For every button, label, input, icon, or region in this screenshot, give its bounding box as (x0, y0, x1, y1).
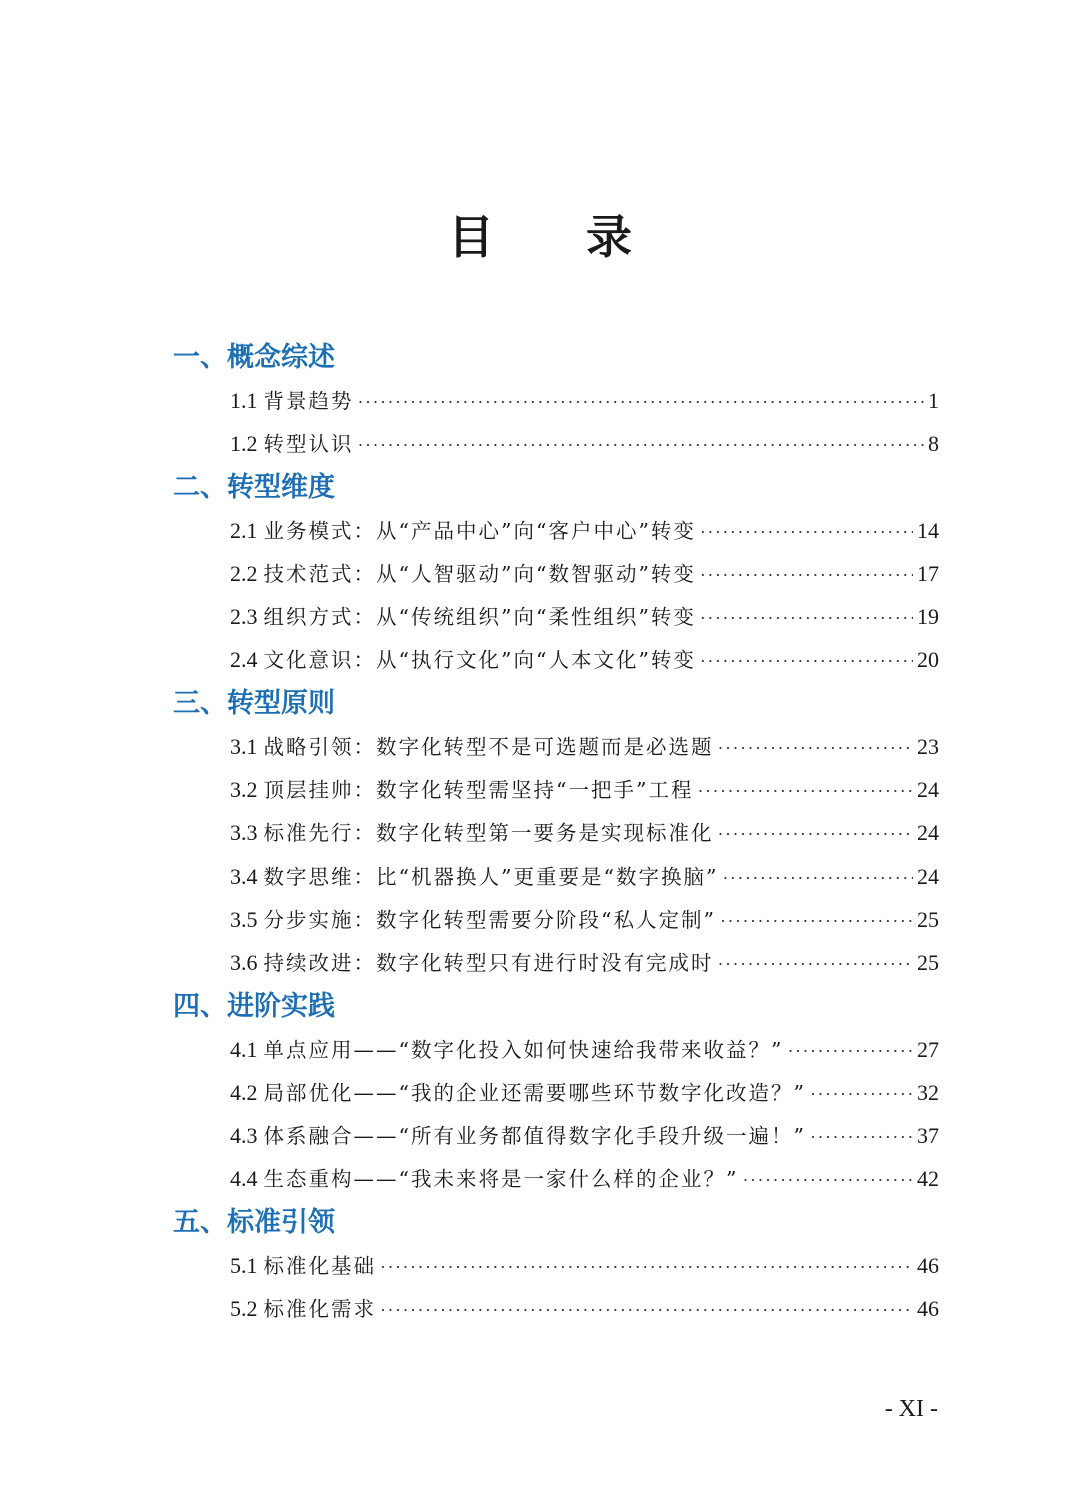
entry-label: 局部优化——“我的企业还需要哪些环节数字化改造？” (263, 1080, 806, 1105)
dot-leader (358, 381, 925, 424)
entry-page-number: 46 (917, 1296, 939, 1322)
toc-entry[interactable] (173, 855, 939, 898)
entry-page-number: 20 (917, 647, 939, 673)
toc-entry[interactable] (173, 725, 939, 768)
toc-entry[interactable] (173, 898, 939, 941)
entry-label: 业务模式：从“产品中心”向“客户中心”转变 (263, 518, 696, 543)
entry-page-number: 1 (928, 388, 939, 413)
dot-leader (720, 900, 913, 943)
entry-number: 4.4 (230, 1166, 258, 1192)
toc-entry[interactable] (173, 1287, 939, 1330)
entry-number: 2.1 (230, 517, 258, 543)
entry-number: 1.1 (230, 388, 258, 413)
entry-number: 4.1 (230, 1036, 258, 1062)
entry-number: 2.2 (230, 560, 258, 586)
entry-label: 转型认识 (263, 432, 354, 457)
entry-page-number: 24 (917, 820, 939, 846)
dot-leader (700, 511, 913, 554)
entry-page-number: 32 (917, 1079, 939, 1105)
page-number: - XI - (884, 1396, 938, 1422)
entry-page-number: 25 (917, 950, 939, 976)
toc-entry[interactable] (173, 595, 939, 638)
dot-leader (358, 424, 925, 467)
dot-leader (718, 727, 914, 770)
entry-number: 2.4 (230, 647, 258, 673)
entry-number: 3.5 (230, 906, 258, 932)
dot-leader (700, 597, 913, 640)
entry-label: 组织方式：从“传统组织”向“柔性组织”转变 (263, 605, 696, 630)
toc-entry[interactable] (173, 1114, 939, 1157)
entry-page-number: 25 (917, 906, 939, 932)
toc-entry[interactable] (173, 811, 939, 854)
entry-number: 3.4 (230, 863, 258, 889)
entry-page-number: 24 (917, 777, 939, 803)
section-heading[interactable]: 三、转型原则 (173, 687, 335, 719)
dot-leader (700, 554, 913, 597)
entry-label: 文化意识：从“执行文化”向“人本文化”转变 (263, 648, 696, 673)
toc-entry[interactable] (173, 1028, 939, 1071)
entry-label: 分步实施：数字化转型需要分阶段“私人定制” (263, 907, 716, 932)
section-heading[interactable]: 二、转型维度 (173, 471, 335, 503)
entry-label: 标准化需求 (263, 1297, 376, 1322)
section-heading[interactable]: 五、标准引领 (173, 1206, 335, 1238)
entry-page-number: 46 (917, 1252, 939, 1278)
entry-number: 3.3 (230, 820, 258, 846)
dot-leader (718, 943, 914, 986)
section-heading[interactable]: 一、概念综述 (173, 342, 335, 373)
entry-number: 3.6 (230, 950, 258, 976)
toc-entry[interactable] (173, 509, 939, 552)
table-of-contents (173, 336, 939, 1330)
dot-leader (380, 1246, 913, 1289)
entry-page-number: 8 (928, 431, 939, 457)
entry-page-number: 19 (917, 604, 939, 630)
entry-number: 5.2 (230, 1296, 258, 1322)
entry-label: 技术范式：从“人智驱动”向“数智驱动”转变 (263, 561, 696, 586)
entry-label: 标准化基础 (263, 1253, 376, 1278)
toc-entry[interactable] (173, 1157, 939, 1200)
dot-leader (697, 770, 913, 813)
toc-entry[interactable] (173, 422, 939, 465)
entry-page-number: 23 (917, 733, 939, 759)
entry-label: 标准先行：数字化转型第一要务是实现标准化 (263, 821, 714, 846)
entry-number: 2.3 (230, 604, 258, 630)
entry-number: 3.2 (230, 777, 258, 803)
dot-leader (787, 1030, 913, 1073)
entry-label: 体系融合——“所有业务都值得数字化手段升级一遍！” (263, 1124, 806, 1149)
entry-label: 顶层挂帅：数字化转型需坚持“一把手”工程 (263, 778, 694, 803)
entry-page-number: 17 (917, 560, 939, 586)
section-heading[interactable]: 四、进阶实践 (173, 990, 335, 1022)
entry-page-number: 24 (917, 863, 939, 889)
toc-entry[interactable] (173, 638, 939, 681)
entry-number: 3.1 (230, 733, 258, 759)
entry-number: 1.2 (230, 431, 258, 457)
dot-leader (722, 857, 913, 900)
entry-label: 生态重构——“我未来将是一家什么样的企业？” (263, 1167, 739, 1192)
entry-page-number: 37 (917, 1123, 939, 1149)
entry-label: 背景趋势 (263, 389, 354, 413)
dot-leader (810, 1073, 913, 1116)
entry-label: 战略引领：数字化转型不是可选题而是必选题 (263, 734, 714, 759)
entry-page-number: 14 (917, 517, 939, 543)
entry-number: 4.2 (230, 1079, 258, 1105)
toc-entry[interactable] (173, 941, 939, 984)
toc-entry[interactable] (173, 379, 939, 422)
entry-page-number: 42 (917, 1166, 939, 1192)
entry-page-number: 27 (917, 1036, 939, 1062)
dot-leader (700, 640, 913, 683)
entry-label: 持续改进：数字化转型只有进行时没有完成时 (263, 951, 714, 976)
toc-entry[interactable] (173, 1071, 939, 1114)
entry-label: 单点应用——“数字化投入如何快速给我带来收益？” (263, 1037, 784, 1062)
dot-leader (742, 1159, 913, 1202)
dot-leader (718, 813, 914, 856)
entry-number: 5.1 (230, 1252, 258, 1278)
entry-label: 数字思维：比“机器换人”更重要是“数字换脑” (263, 864, 719, 889)
entry-number: 4.3 (230, 1123, 258, 1149)
dot-leader (810, 1116, 913, 1159)
toc-entry[interactable] (173, 552, 939, 595)
dot-leader (380, 1289, 913, 1332)
toc-entry[interactable] (173, 768, 939, 811)
toc-entry[interactable] (173, 1244, 939, 1287)
page-title: 目 录 (447, 210, 670, 264)
